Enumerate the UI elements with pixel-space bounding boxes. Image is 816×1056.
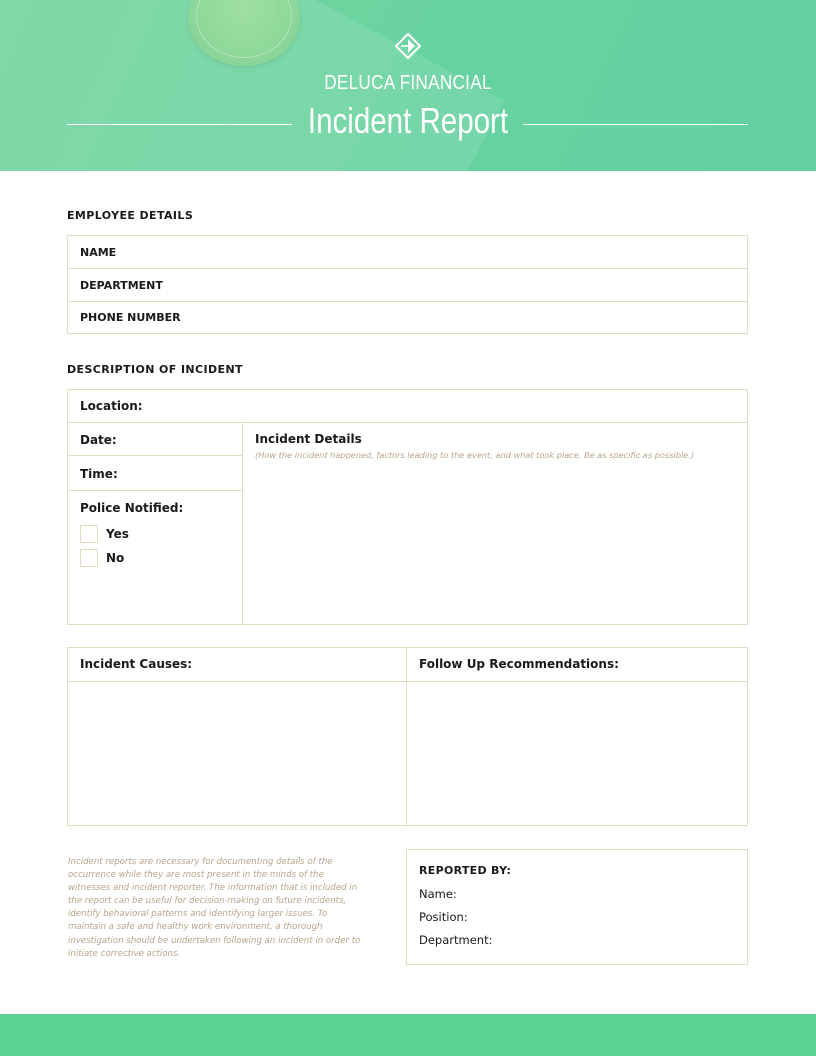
employee-department-label: DEPARTMENT — [80, 279, 163, 292]
incident-causes-label: Incident Causes: — [80, 657, 193, 671]
time-label: Time: — [80, 467, 118, 481]
incident-description-box — [67, 389, 748, 625]
company-name: DELUCA FINANCIAL — [324, 72, 492, 94]
footer-band — [0, 1014, 816, 1056]
incident-details-hint: (How the incident happened, factors leading to the event, and what took place. Be as specific as possible.) — [255, 450, 695, 460]
police-yes-label: Yes — [106, 527, 129, 541]
incident-description-heading: DESCRIPTION OF INCIDENT — [67, 363, 243, 376]
location-label: Location: — [80, 399, 143, 413]
employee-name-row[interactable] — [68, 236, 747, 269]
employee-details-heading: EMPLOYEE DETAILS — [67, 209, 194, 222]
time-row[interactable] — [68, 456, 242, 491]
date-label: Date: — [80, 433, 117, 447]
location-row[interactable] — [68, 390, 747, 423]
incident-causes-area[interactable] — [68, 682, 406, 825]
reporter-name-label[interactable]: Name: — [419, 887, 457, 901]
incident-column-divider — [242, 423, 243, 624]
police-no-label: No — [106, 551, 125, 565]
employee-phone-label: PHONE NUMBER — [80, 311, 181, 324]
reporter-department-label[interactable]: Department: — [419, 933, 493, 947]
employee-details-table — [67, 235, 748, 334]
followup-recommendations-label: Follow Up Recommendations: — [419, 657, 619, 671]
employee-name-label: NAME — [80, 246, 117, 259]
police-no-checkbox[interactable] — [80, 549, 98, 567]
followup-recommendations-area[interactable] — [407, 682, 747, 825]
reported-by-box — [406, 849, 748, 965]
police-notified-label: Police Notified: — [80, 501, 184, 515]
diamond-logo-icon — [395, 33, 421, 59]
incident-details-area[interactable] — [250, 466, 744, 620]
employee-phone-row[interactable] — [68, 302, 747, 334]
police-yes-checkbox[interactable] — [80, 525, 98, 543]
reported-by-title: REPORTED BY: — [419, 864, 512, 877]
incident-details-title: Incident Details — [255, 432, 362, 446]
title-rule-right — [523, 124, 748, 125]
header-banner — [0, 0, 816, 171]
title-rule-left — [67, 124, 292, 125]
incident-report-note: Incident reports are necessary for documenting details of the occurrence while they are most present in the minds of the witnesses and incident reporter. The information that is included in the report can be useful for decision-making on future incidents, identify behavioral patterns and identifying larger issues. To maintain a safe and healthy work environment, a thorough investigation should be undertaken following an incident in order to initiate corrective actions. — [68, 857, 361, 959]
page-title: Incident Report — [307, 100, 509, 141]
causes-followup-box — [67, 647, 748, 826]
reporter-position-label[interactable]: Position: — [419, 910, 468, 924]
date-row[interactable] — [68, 423, 242, 456]
employee-department-row[interactable] — [68, 269, 747, 302]
